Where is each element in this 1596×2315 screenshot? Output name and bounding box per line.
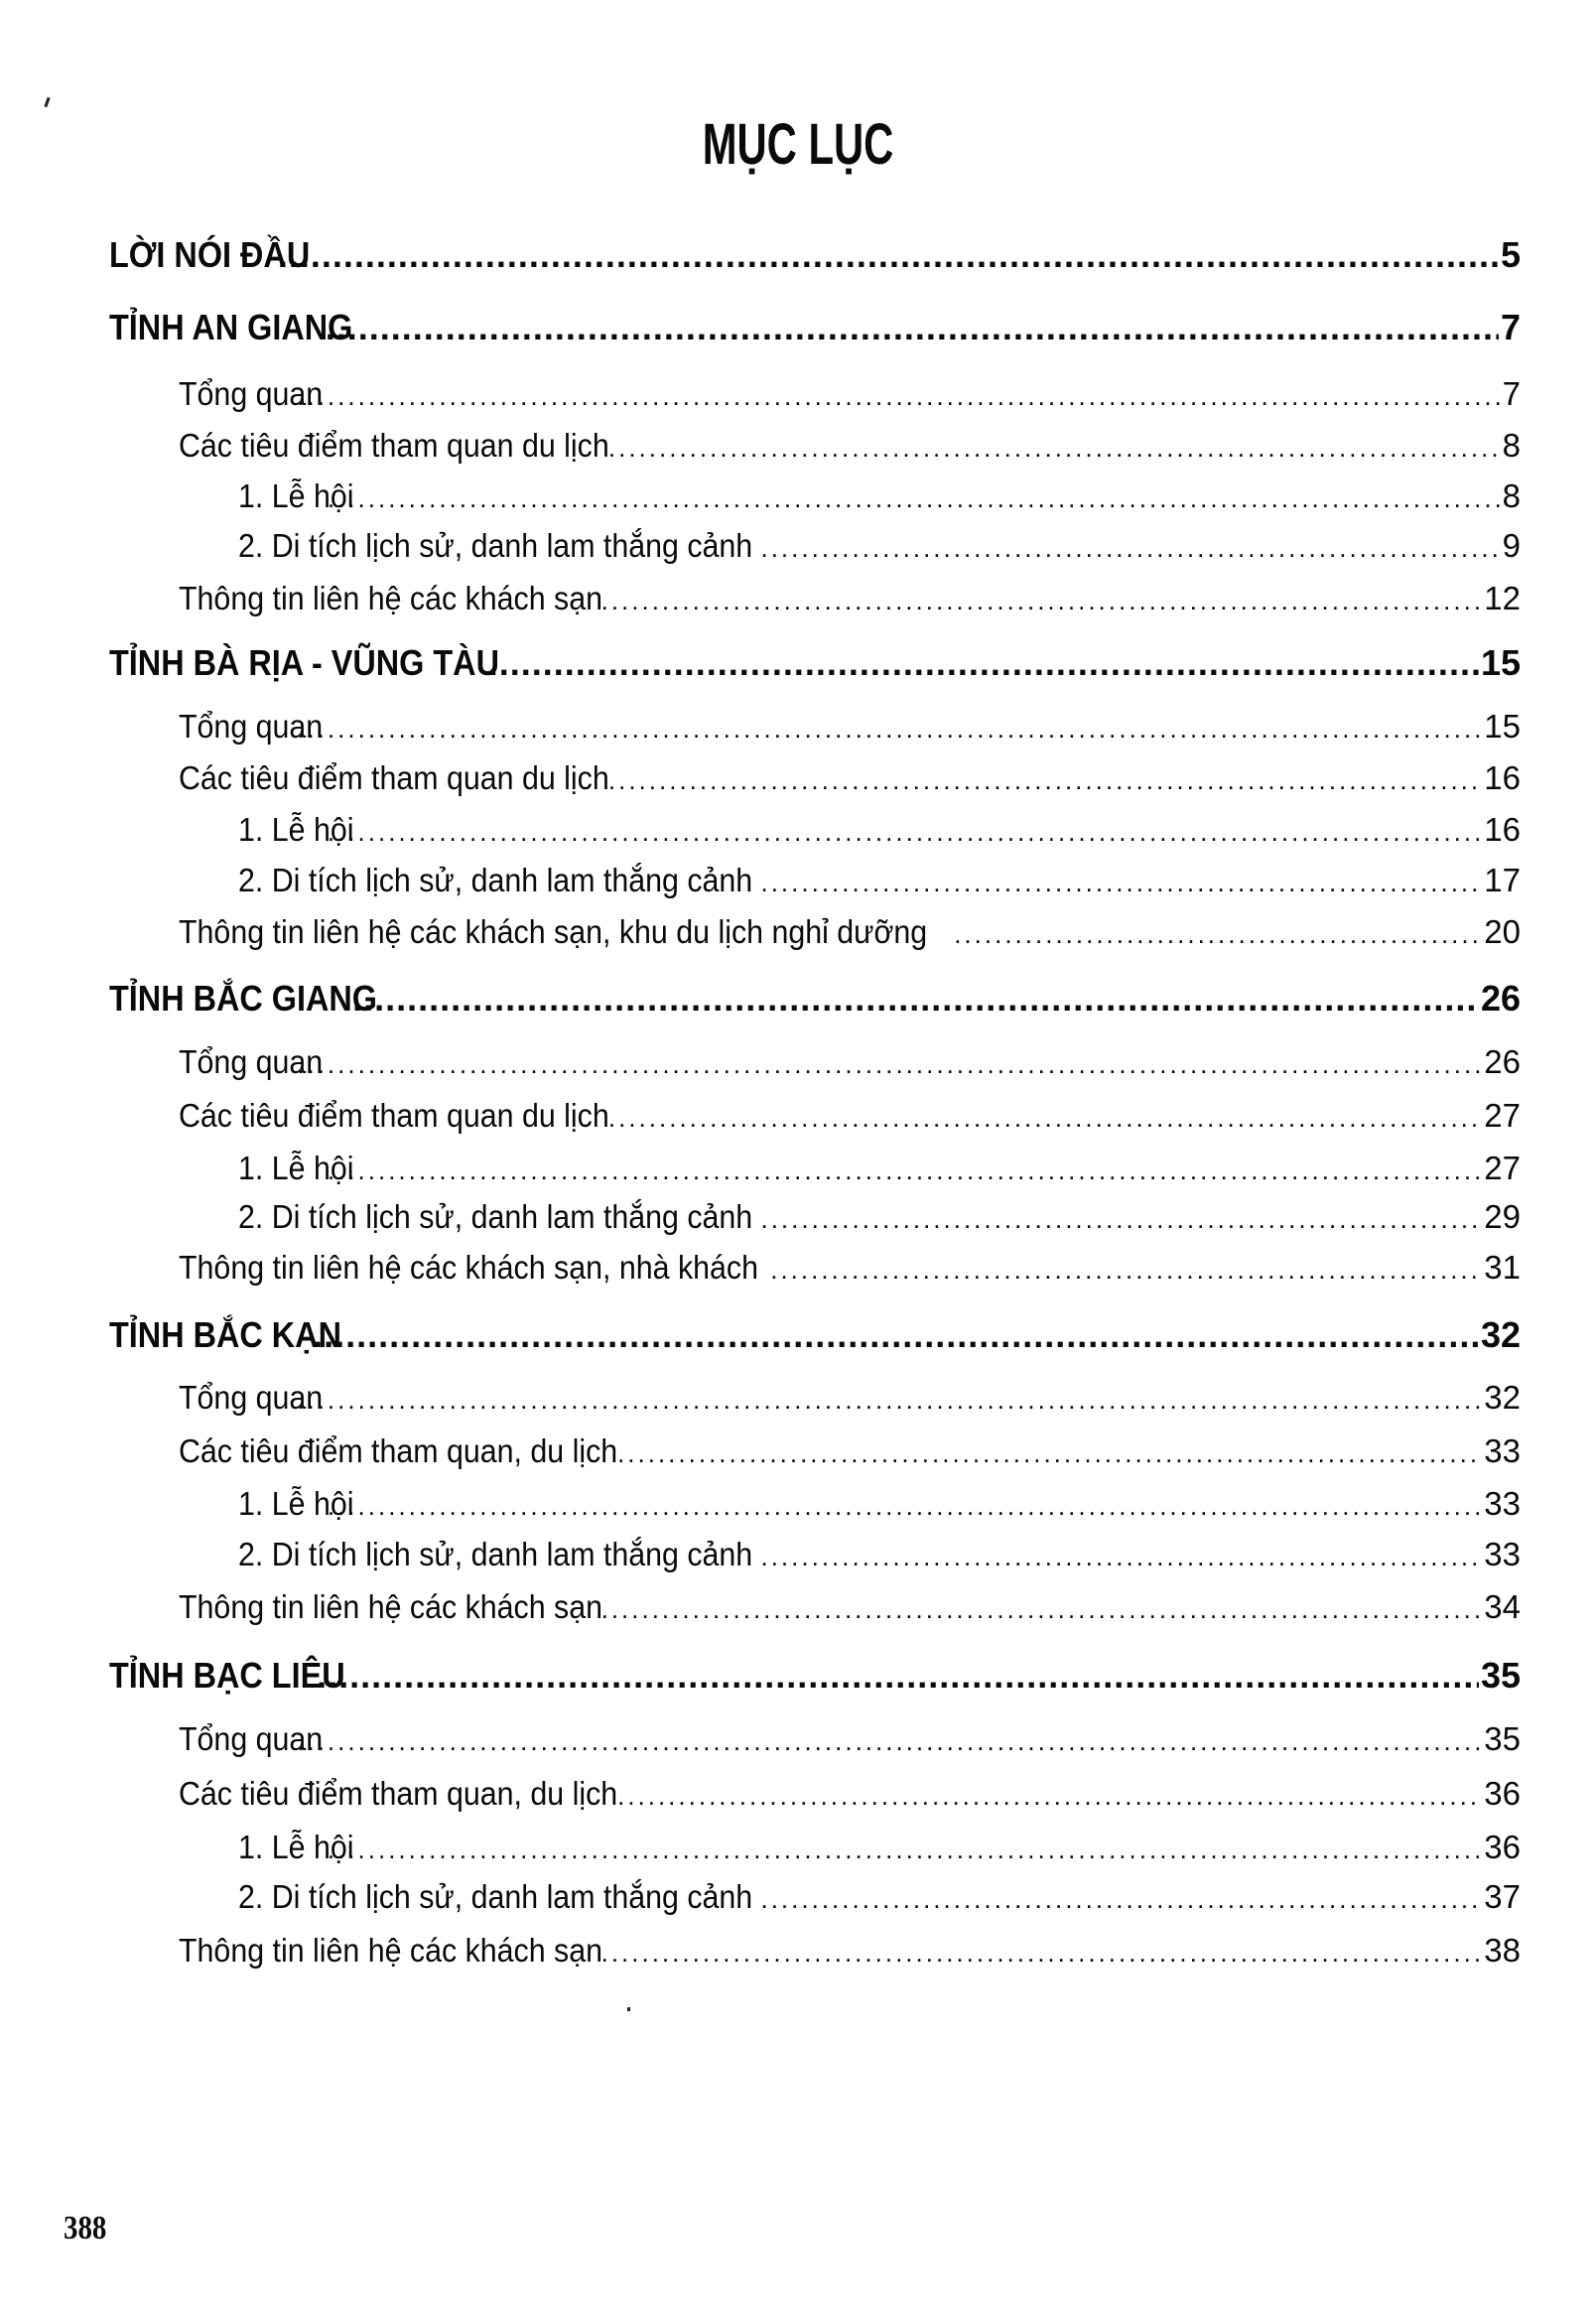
dot-leader [297, 1049, 1482, 1080]
dot-leader [617, 1781, 1482, 1812]
toc-label: Thông tin liên hệ các khách sạn [179, 1932, 603, 1969]
dot-leader [601, 1938, 1483, 1969]
toc-entry[interactable] [179, 1043, 1521, 1081]
toc-entry[interactable] [179, 1775, 1521, 1813]
dot-leader [954, 919, 1482, 950]
dot-leader [297, 1726, 1482, 1757]
toc-page-number: 36 [1484, 1829, 1521, 1865]
toc-heading[interactable] [109, 234, 1521, 276]
toc-page-number: 12 [1484, 580, 1521, 616]
dot-leader [488, 642, 1479, 684]
page-number: 388 [64, 2210, 107, 2247]
dot-leader [313, 1314, 1479, 1356]
toc-entry[interactable] [179, 1249, 1521, 1287]
toc-heading[interactable] [109, 1314, 1521, 1356]
toc-entry[interactable] [179, 1588, 1521, 1626]
toc-label: TỈNH AN GIANG [109, 307, 353, 347]
toc-label: LỜI NÓI ĐẦU [109, 234, 311, 275]
dot-leader [617, 1438, 1482, 1469]
toc-subentry[interactable] [238, 1829, 1521, 1866]
dot-leader [760, 1204, 1482, 1235]
dot-leader [297, 714, 1482, 745]
toc-label: 2. Di tích lịch sử, danh lam thắng cảnh [238, 1536, 753, 1572]
toc-label: Các tiêu điểm tham quan du lịch [179, 759, 609, 796]
toc-page-number: 27 [1484, 1097, 1521, 1134]
toc-page-number: 5 [1500, 234, 1521, 275]
toc-page-number: 35 [1480, 1655, 1521, 1696]
toc-heading[interactable] [109, 642, 1521, 684]
dot-leader [601, 586, 1483, 616]
toc-page-number: 20 [1484, 913, 1521, 950]
dot-leader [760, 1884, 1482, 1915]
toc-page-number: 29 [1484, 1198, 1521, 1235]
toc-label: Tổng quan [179, 708, 324, 745]
toc-page-number: 27 [1484, 1150, 1521, 1186]
scan-speck [44, 97, 50, 107]
dot-leader [608, 1103, 1482, 1134]
toc-page-number: 9 [1502, 527, 1521, 564]
page-title: MỤC LỤC [702, 112, 894, 177]
toc-entry[interactable] [179, 1379, 1521, 1417]
toc-entry[interactable] [179, 375, 1521, 413]
toc-page-number: 7 [1500, 307, 1521, 347]
toc-label: Các tiêu điểm tham quan du lịch [179, 1097, 609, 1134]
toc-entry[interactable] [179, 1720, 1521, 1758]
toc-entry[interactable] [179, 427, 1521, 465]
toc-label: 1. Lễ hội [238, 1829, 354, 1865]
scan-speck [627, 2007, 630, 2011]
dot-leader [608, 433, 1501, 464]
toc-subentry[interactable] [238, 1198, 1521, 1236]
toc-label: 2. Di tích lịch sử, danh lam thắng cảnh [238, 1878, 753, 1915]
toc-label: Thông tin liên hệ các khách sạn, nhà khách [179, 1249, 758, 1286]
toc-page-number: 17 [1484, 862, 1521, 898]
dot-leader [297, 381, 1500, 412]
toc-label: Tổng quan [179, 1043, 324, 1080]
toc-heading[interactable] [109, 307, 1521, 348]
toc-page-number: 32 [1480, 1314, 1521, 1355]
toc-label: 2. Di tích lịch sử, danh lam thắng cảnh [238, 1198, 753, 1235]
toc-label: Các tiêu điểm tham quan, du lịch [179, 1432, 618, 1469]
dot-leader [601, 1594, 1483, 1625]
toc-page-number: 37 [1484, 1878, 1521, 1915]
dot-leader [328, 817, 1482, 848]
toc-entry[interactable] [179, 759, 1521, 797]
toc-page-number: 26 [1484, 1043, 1521, 1080]
toc-page-number: 31 [1484, 1249, 1521, 1286]
dot-leader [760, 533, 1500, 564]
dot-leader [760, 868, 1482, 898]
toc-entry[interactable] [179, 1432, 1521, 1470]
dot-leader [328, 1156, 1482, 1186]
toc-entry[interactable] [179, 708, 1521, 746]
toc-page-number: 8 [1502, 427, 1521, 464]
toc-label: 1. Lễ hội [238, 811, 354, 848]
toc-label: 2. Di tích lịch sử, danh lam thắng cảnh [238, 862, 753, 898]
toc-entry[interactable] [179, 913, 1521, 951]
toc-page-number: 7 [1502, 375, 1521, 412]
toc-subentry[interactable] [238, 527, 1521, 565]
toc-label: TỈNH BẮC GIANG [109, 978, 377, 1019]
toc-page-number: 34 [1484, 1588, 1521, 1625]
toc-subentry[interactable] [238, 477, 1521, 515]
toc-entry[interactable] [179, 1097, 1521, 1135]
toc-page-number: 8 [1502, 477, 1521, 514]
toc-page-number: 33 [1484, 1536, 1521, 1572]
dot-leader [760, 1542, 1482, 1572]
toc-label: Thông tin liên hệ các khách sạn, khu du lịch nghỉ dưỡng [179, 913, 928, 950]
toc-label: TỈNH BẠC LIÊU [109, 1655, 345, 1696]
toc-page-number: 33 [1484, 1485, 1521, 1522]
toc-label: 1. Lễ hội [238, 1485, 354, 1522]
dot-leader [770, 1255, 1482, 1286]
toc-label: Thông tin liên hệ các khách sạn [179, 1588, 603, 1625]
toc-label: Tổng quan [179, 1720, 324, 1757]
toc-entry[interactable] [179, 1932, 1521, 1970]
toc-label: Thông tin liên hệ các khách sạn [179, 580, 603, 616]
toc-page-number: 38 [1484, 1932, 1521, 1969]
toc-subentry[interactable] [238, 1150, 1521, 1187]
toc-page-number: 15 [1480, 642, 1521, 683]
toc-subentry[interactable] [238, 1536, 1521, 1573]
toc-subentry[interactable] [238, 1485, 1521, 1523]
toc-label: Tổng quan [179, 1379, 324, 1416]
toc-label: Tổng quan [179, 375, 324, 412]
dot-leader [317, 1655, 1479, 1697]
dot-leader [297, 1385, 1482, 1416]
toc-subentry[interactable] [238, 862, 1521, 899]
toc-heading[interactable] [109, 978, 1521, 1020]
toc-label: Các tiêu điểm tham quan, du lịch [179, 1775, 618, 1812]
toc-label: TỈNH BÀ RỊA - VŨNG TÀU [109, 642, 499, 683]
toc-subentry[interactable] [238, 811, 1521, 849]
toc-page-number: 36 [1484, 1775, 1521, 1812]
toc-page-number: 16 [1484, 759, 1521, 796]
toc-label: Các tiêu điểm tham quan du lịch [179, 427, 609, 464]
toc-label: TỈNH BẮC KẠN [109, 1314, 341, 1355]
dot-leader [278, 234, 1499, 276]
toc-page-number: 32 [1484, 1379, 1521, 1416]
toc-page-number: 33 [1484, 1432, 1521, 1469]
dot-leader [352, 978, 1479, 1020]
toc-page-number: 35 [1484, 1720, 1521, 1757]
dot-leader [328, 1835, 1482, 1865]
toc-page-number: 15 [1484, 708, 1521, 745]
dot-leader [326, 307, 1499, 348]
toc-label: 1. Lễ hội [238, 477, 354, 514]
dot-leader [608, 765, 1482, 796]
toc-label: 1. Lễ hội [238, 1150, 354, 1186]
toc-entry[interactable] [179, 580, 1521, 617]
toc-page-number: 26 [1480, 978, 1521, 1019]
dot-leader [328, 1491, 1482, 1522]
toc-page-number: 16 [1484, 811, 1521, 848]
dot-leader [328, 483, 1501, 514]
toc-subentry[interactable] [238, 1878, 1521, 1916]
toc-label: 2. Di tích lịch sử, danh lam thắng cảnh [238, 527, 753, 564]
toc-heading[interactable] [109, 1655, 1521, 1697]
